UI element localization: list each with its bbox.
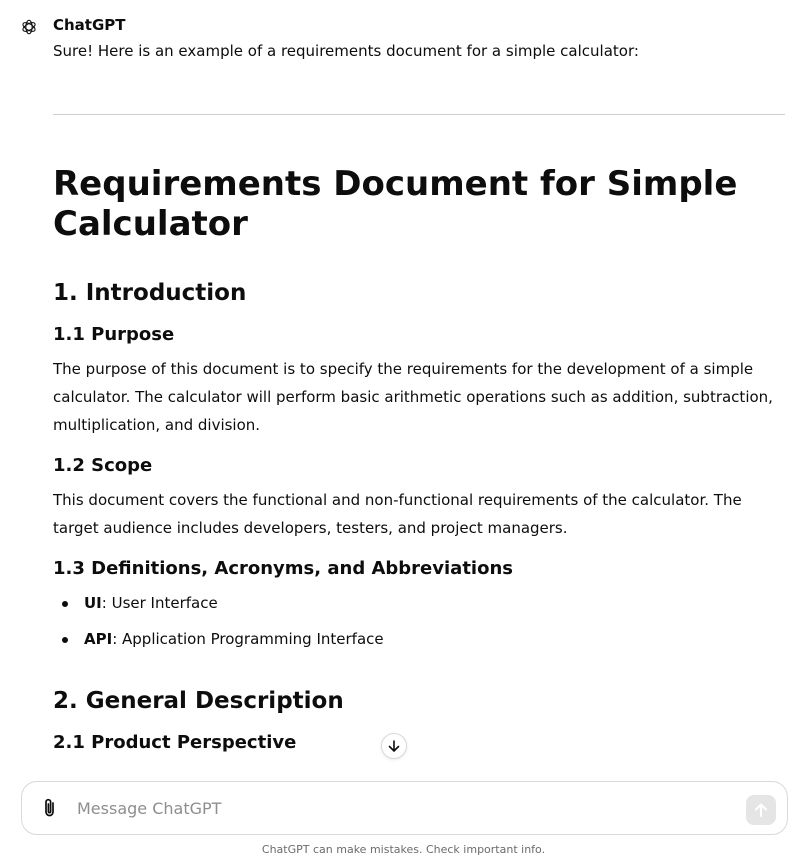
openai-logo-icon — [20, 18, 38, 36]
send-button[interactable] — [746, 795, 776, 825]
definition-term: API — [84, 630, 113, 648]
subsection-heading-purpose: 1.1 Purpose — [53, 324, 175, 345]
intro-text: Sure! Here is an example of a requirements document for a simple calculator: — [53, 42, 639, 60]
definition-description: : User Interface — [101, 594, 218, 612]
definition-description: : Application Programming Interface — [112, 630, 384, 648]
scroll-to-bottom-button[interactable] — [381, 733, 407, 759]
purpose-text: The purpose of this document is to specify the requirements for the development of a simple calculator. The calculator will perform basic arithmetic operations such as addition, subtraction, multiplication, and division. — [53, 360, 773, 434]
divider — [53, 114, 785, 115]
list-item — [53, 625, 785, 653]
list-item — [53, 589, 785, 617]
section-heading-general-description: 2. General Description — [53, 688, 344, 714]
definition-term: UI — [84, 594, 102, 612]
document-content — [53, 160, 785, 763]
subsection-heading-scope: 1.2 Scope — [53, 455, 153, 476]
definitions-list — [53, 589, 785, 653]
message-input[interactable] — [77, 797, 697, 819]
scope-text: This document covers the functional and non-functional requirements of the calculator. The target audience includes developers, testers, and project managers. — [53, 491, 742, 537]
subsection-heading-product-perspective: 2.1 Product Perspective — [53, 732, 297, 753]
document-title: Requirements Document for Simple Calculator — [53, 164, 738, 244]
sender-name: ChatGPT — [53, 16, 126, 34]
arrow-down-icon — [387, 739, 401, 753]
message-composer — [21, 781, 788, 835]
section-heading-introduction: 1. Introduction — [53, 280, 247, 306]
subsection-heading-definitions: 1.3 Definitions, Acronyms, and Abbreviations — [53, 558, 513, 579]
disclaimer-text: ChatGPT can make mistakes. Check important info. — [261, 843, 546, 856]
paperclip-icon[interactable] — [40, 797, 60, 819]
arrow-up-icon — [753, 802, 769, 818]
